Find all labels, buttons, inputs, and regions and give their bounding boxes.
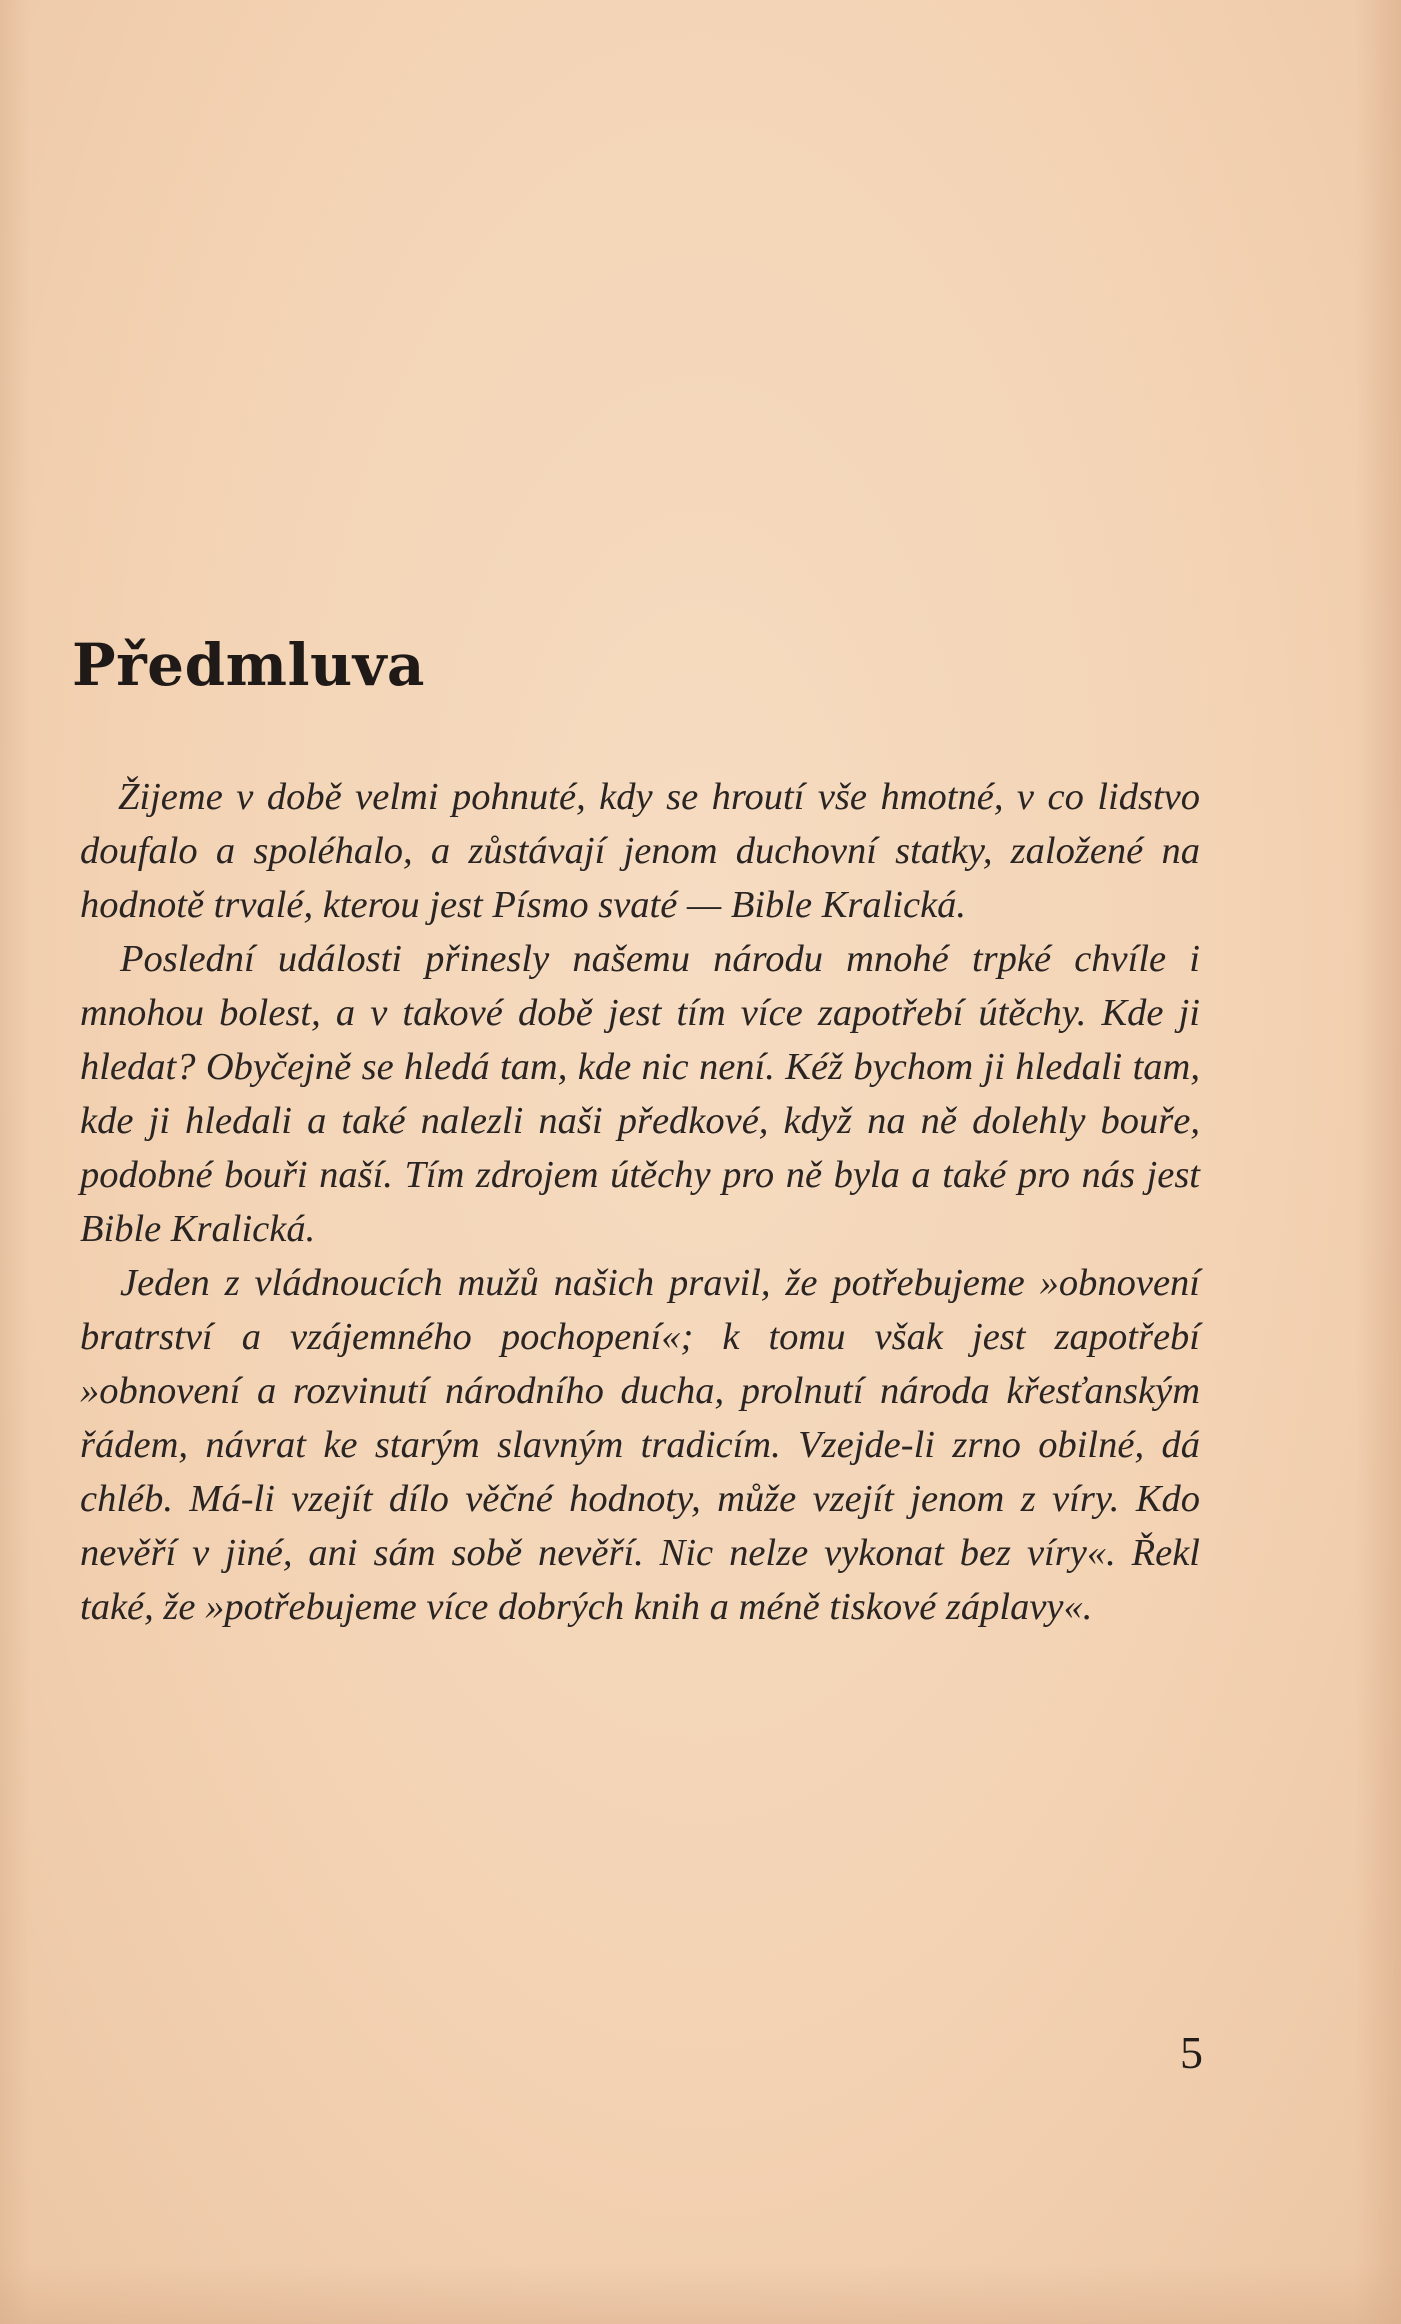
- page-edge-shadow-left: [0, 0, 30, 2324]
- page-number: 5: [1180, 2027, 1203, 2078]
- paragraph-2: Poslední události přinesly našemu národu mnohé trpké chvíle i mnohou bolest, a v takové době jest tím více zapotřebí útěchy. Kde ji hledat? Obyčejně se hledá tam, kde nic není. Kéž bychom ji hledali tam, kde ji hledali a také nalezli naši předkové, když na ně dolehly bouře, podobné bouři naší. Tím zdrojem útěchy pro ně byla a také pro nás jest Bible Kralická.: [80, 938, 1200, 1250]
- paragraph-3: Jeden z vládnoucích mužů našich pravil, že potřebujeme »obnovení bratrství a vzájemného pochopení«; k tomu však jest zapotřebí »obnovení a rozvinutí národního ducha, prolnutí národa křesťanským řádem, návrat ke starým slavným tradicím. Vzejde-li zrno obilné, dá chléb. Má-li vzejít dílo věčné hodnoty, může vzejít jenom z víry. Kdo nevěří v jiné, ani sám sobě nevěří. Nic nelze vykonat bez víry«. Řekl také, že »potřebujeme více dobrých knih a méně tiskové záplavy«.: [80, 1262, 1200, 1628]
- page-title: Předmluva: [72, 631, 425, 699]
- paragraph-1: Žijeme v době velmi pohnuté, kdy se hroutí vše hmotné, v co lidstvo doufalo a spoléhalo, a zůstávají jenom duchovní statky, založené na hodnotě trvalé, kterou jest Písmo svaté — Bible Kralická.: [80, 776, 1200, 926]
- page-edge-shadow-bottom: [0, 2264, 1401, 2324]
- page-edge-shadow-right: [1355, 0, 1401, 2324]
- preface-body: [80, 770, 1200, 1634]
